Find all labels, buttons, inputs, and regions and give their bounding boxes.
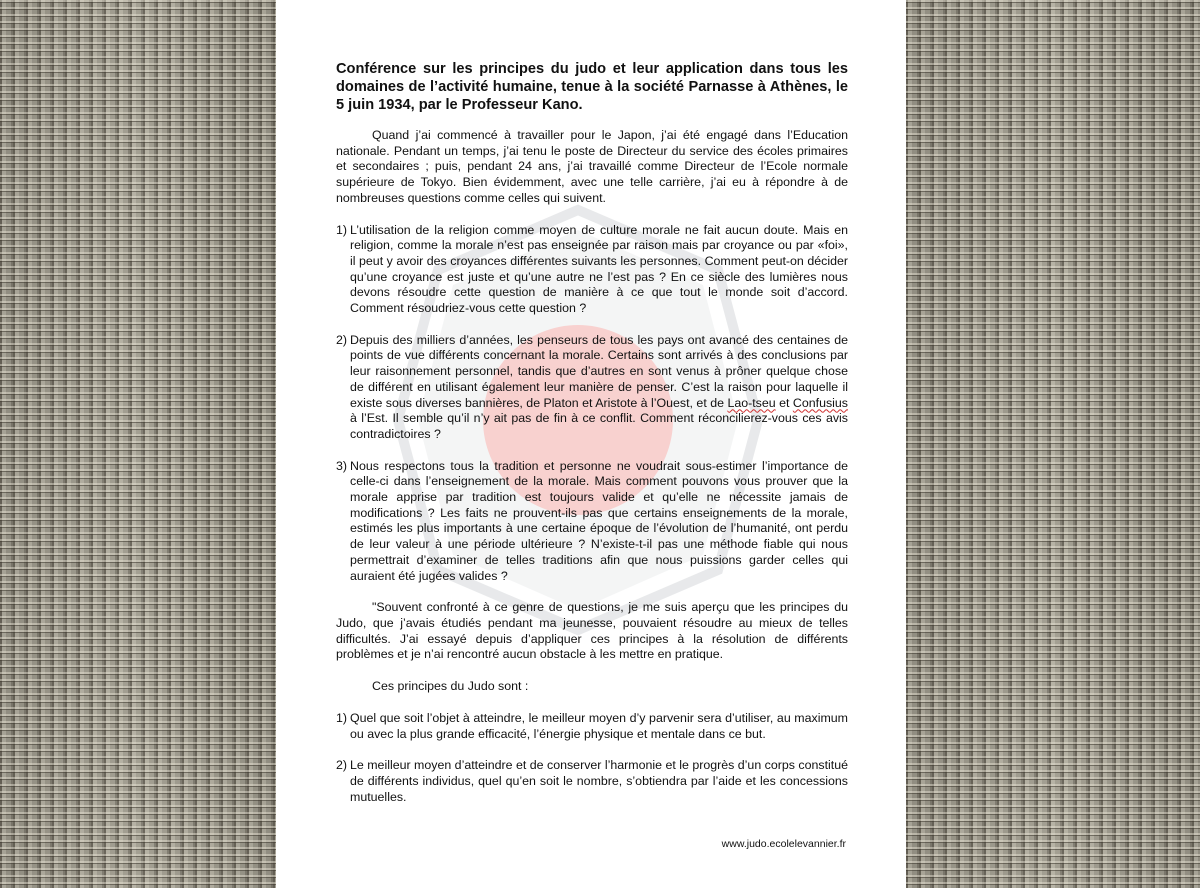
- question-item-2: [336, 333, 848, 443]
- principle-item-2: [336, 758, 848, 805]
- question-text-part: Depuis des milliers d’années, les penseurs de tous les pays ont avancé des centaines de points de vue différents concernant la morale. Certains sont arrivés à des conclusions par leur raisonnement personnel, tandis que d’autres en sont venus à prôner quelque chose de différent en utilisant également leur manière de penser. C’est la raison pour laquelle il existe sous diverses bannières, de Platon et Aristote à l’Ouest, et de: [350, 332, 848, 410]
- principle-number: 1): [336, 710, 348, 725]
- footer-url: www.judo.ecolelevannier.fr: [721, 838, 846, 850]
- question-text-part: et: [775, 395, 793, 410]
- document-content: [336, 60, 848, 821]
- spelling-flagged-word: Confusius: [792, 395, 848, 410]
- question-item-1: [336, 223, 848, 317]
- answer-paragraph: "Souvent confronté à ce genre de questions, je me suis aperçu que les principes du Judo, que j’avais étudiés pendant ma jeunesse, pouvaient résoudre au mieux de telles difficultés. J’ai essayé depuis d’appliquer ces principes à la résolution de différents problèmes et je n’ai rencontré aucun obstacle à les mettre en pratique.: [336, 600, 848, 662]
- tatami-background-left: [0, 0, 276, 888]
- question-number: 2): [336, 332, 348, 347]
- question-text-part: à l’Est. Il semble qu’il n’y ait pas de fin à ce conflit. Comment réconcilierez-vous ces avis contradictoires ?: [350, 411, 848, 441]
- question-item-3: [336, 459, 848, 585]
- question-text: [350, 333, 848, 443]
- spelling-flagged-word: Lao-tseu: [727, 395, 776, 410]
- intro-paragraph: Quand j’ai commencé à travailler pour le Japon, j’ai été engagé dans l’Education nationale. Pendant un temps, j’ai tenu le poste de Directeur du service des écoles primaires et secondaires ; puis, pendant 24 ans, j’ai travaillé comme Directeur de l’Ecole normale supérieure de Tokyo. Bien évidemment, avec une telle carrière, j’ai eu à répondre à de nombreuses questions comme celles qui suivent.: [336, 128, 848, 205]
- principle-item-1: [336, 711, 848, 742]
- question-text: Nous respectons tous la tradition et personne ne voudrait sous-estimer l’importance de celle-ci dans l’enseignement de la morale. Mais comment pouvons vous prouver que la morale apprise par tradition est toujours valide et qu’elle ne nécessite jamais de modifications ? Les faits ne prouvent-ils pas que certains enseignements de la morale, estimés les plus importants à une certaine époque de l’évolution de l’humanité, ont perdu de leur valeur à une période ultérieure ? N’existe-t-il pas une méthode fiable qui nous permettrait d’examiner de telles traditions afin que nous puissions garder celles qui auraient été jugées valides ?: [350, 458, 848, 583]
- question-text: L’utilisation de la religion comme moyen de culture morale ne fait aucun doute. Mais en religion, comme la morale n’est pas enseignée par raison mais par croyance ou par «foi», il peut y avoir des croyances différentes suivants les personnes. Comment peut-on décider qu’une croyance est juste et qu’une autre ne l’est pas ? En ce siècle des lumières nous devons résoudre cette question de manière à ce que tout le monde soit d’accord. Comment résoudriez-vous cette question ?: [350, 222, 848, 316]
- principle-text: Le meilleur moyen d’atteindre et de conserver l’harmonie et le progrès d’un corps constitué de différents individus, quel qu’en soit le nombre, s’obtiendra par l’aide et les concessions mutuelles.: [350, 758, 848, 804]
- principle-number: 2): [336, 758, 348, 773]
- question-number: 1): [336, 222, 348, 237]
- tatami-background-right: [906, 0, 1200, 888]
- document-page: [276, 0, 906, 888]
- principle-text: Quel que soit l’objet à atteindre, le meilleur moyen d’y parvenir sera d’utiliser, au maximum ou avec la plus grande efficacité, l’énergie physique et mentale dans ce but.: [350, 710, 848, 741]
- document-title: Conférence sur les principes du judo et leur application dans tous les domaines de l’activité humaine, tenue à la société Parnasse à Athènes, le 5 juin 1934, par le Professeur Kano.: [336, 61, 848, 113]
- principles-intro: Ces principes du Judo sont :: [372, 679, 529, 694]
- question-number: 3): [336, 458, 348, 473]
